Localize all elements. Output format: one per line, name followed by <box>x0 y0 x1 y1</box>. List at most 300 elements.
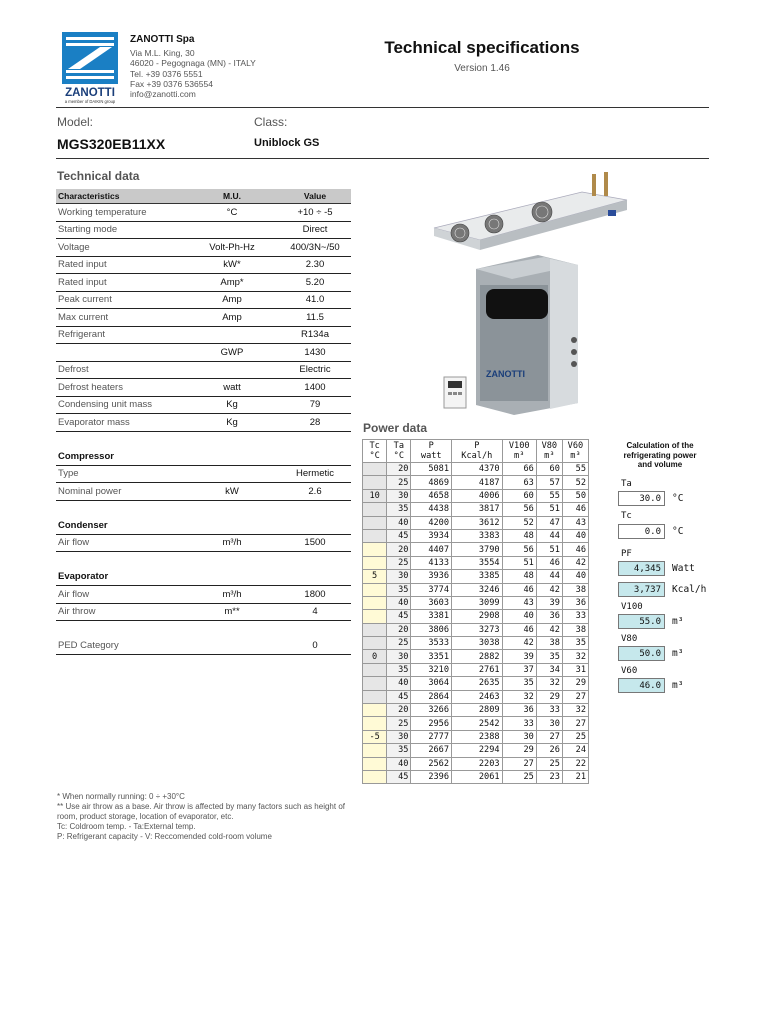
table-row <box>363 556 589 569</box>
ta-cell: 40 <box>387 757 411 770</box>
col-mu: M.U. <box>185 189 279 204</box>
characteristic-cell: Condensing unit mass <box>56 396 185 414</box>
ta-cell: 30 <box>387 650 411 663</box>
table-row <box>363 529 589 542</box>
v100-cell: 51 <box>502 556 536 569</box>
characteristic-cell: Starting mode <box>56 221 185 239</box>
p-watt-cell: 2956 <box>411 717 452 730</box>
col-value: Value <box>279 189 351 204</box>
power-data-title: Power data <box>363 421 428 435</box>
table-row <box>56 221 351 239</box>
p-kcal-cell: 2882 <box>452 650 503 663</box>
unit-cell: Kg <box>185 396 279 414</box>
v100-cell: 42 <box>502 637 536 650</box>
pf-kcal-unit: Kcal/h <box>672 584 707 595</box>
ta-cell: 40 <box>387 596 411 609</box>
unit-cell: Kg <box>185 414 279 432</box>
tc-cell <box>363 476 387 489</box>
ta-cell: 30 <box>387 489 411 502</box>
v80-cell: 51 <box>536 503 562 516</box>
characteristic-cell: Air flow <box>56 534 185 552</box>
email-line: info@zanotti.com <box>130 89 196 100</box>
v60-cell: 38 <box>562 583 588 596</box>
v100-cell: 52 <box>502 516 536 529</box>
col-v-unit: m³ <box>570 451 581 461</box>
value-cell <box>279 569 351 586</box>
class-value: Uniblock GS <box>254 137 320 149</box>
value-cell: +10 ÷ -5 <box>279 204 351 222</box>
col-ta <box>387 440 411 463</box>
v100-cell: 29 <box>502 744 536 757</box>
v100-cell: 56 <box>502 503 536 516</box>
v80-cell: 55 <box>536 489 562 502</box>
col-p-label: P <box>428 441 434 451</box>
p-watt-cell: 3603 <box>411 596 452 609</box>
footnote: ** Use air throw as a base. Air throw is affected by many factors such as height of room, product storage, location of evaporator, etc. <box>57 802 345 821</box>
v60-value: 46.0 <box>618 678 665 693</box>
v80-label: V80 <box>621 634 638 644</box>
col-tc-label: Tc <box>369 441 380 451</box>
v100-cell: 43 <box>502 596 536 609</box>
unit-cell <box>185 517 279 534</box>
v100-value: 55.0 <box>618 614 665 629</box>
characteristic-cell: Rated input <box>56 274 185 292</box>
v100-cell: 37 <box>502 663 536 676</box>
p-watt-cell: 3381 <box>411 610 452 623</box>
table-row <box>363 690 589 703</box>
footnotes <box>57 792 357 842</box>
table-row <box>363 770 589 783</box>
table-row <box>363 476 589 489</box>
value-cell <box>279 517 351 534</box>
v80-cell: 33 <box>536 704 562 717</box>
col-p-label: P <box>474 441 480 451</box>
p-kcal-cell: 4006 <box>452 489 503 502</box>
table-row <box>363 583 589 596</box>
spacer-row <box>56 621 351 638</box>
p-kcal-cell: 2908 <box>452 610 503 623</box>
ta-cell: 35 <box>387 744 411 757</box>
value-cell: Direct <box>279 221 351 239</box>
document-version: Version 1.46 <box>454 63 510 74</box>
v80-cell: 60 <box>536 463 562 476</box>
unit-cell: Amp* <box>185 274 279 292</box>
v60-cell: 33 <box>562 610 588 623</box>
p-kcal-cell: 3790 <box>452 543 503 556</box>
ta-cell: 45 <box>387 610 411 623</box>
document-title: Technical specifications <box>384 38 580 57</box>
ta-cell: 20 <box>387 463 411 476</box>
pf-watt-value: 4,345 <box>618 561 665 576</box>
col-v60 <box>562 440 588 463</box>
unit-cell <box>185 638 279 655</box>
table-row <box>56 291 351 309</box>
characteristic-cell: Air flow <box>56 586 185 604</box>
table-row <box>363 757 589 770</box>
table-row <box>363 744 589 757</box>
v100-cell: 63 <box>502 476 536 489</box>
ta-cell: 25 <box>387 556 411 569</box>
model-value: MGS320EB11XX <box>57 136 166 152</box>
tc-cell: 0 <box>363 650 387 663</box>
v80-cell: 34 <box>536 663 562 676</box>
p-watt-cell: 4658 <box>411 489 452 502</box>
p-watt-cell: 2562 <box>411 757 452 770</box>
spacer-cell <box>56 431 185 448</box>
p-watt-cell: 4407 <box>411 543 452 556</box>
ta-cell: 35 <box>387 503 411 516</box>
pf-kcal-value: 3,737 <box>618 582 665 597</box>
characteristic-cell: Rated input <box>56 256 185 274</box>
p-kcal-cell: 3038 <box>452 637 503 650</box>
section-header-row <box>56 517 351 534</box>
p-kcal-cell: 3246 <box>452 583 503 596</box>
col-p-watt <box>411 440 452 463</box>
p-watt-cell: 3774 <box>411 583 452 596</box>
logo-tagline: a member of DAIKIN group <box>64 99 116 104</box>
controller-image <box>443 376 467 409</box>
p-kcal-cell: 3817 <box>452 503 503 516</box>
logo-text: ZANOTTI <box>65 87 115 99</box>
v80-cell: 38 <box>536 637 562 650</box>
model-label: Model: <box>57 115 94 129</box>
unit-cell: m³/h <box>185 534 279 552</box>
spacer-cell <box>185 621 279 638</box>
value-cell: 2.30 <box>279 256 351 274</box>
p-kcal-cell: 2294 <box>452 744 503 757</box>
ta-cell: 20 <box>387 623 411 636</box>
ta-cell: 45 <box>387 529 411 542</box>
table-row <box>56 239 351 257</box>
p-kcal-cell: 2463 <box>452 690 503 703</box>
spacer-cell <box>279 621 351 638</box>
v60-cell: 27 <box>562 690 588 703</box>
value-cell <box>279 448 351 465</box>
table-row <box>56 396 351 414</box>
v60-cell: 46 <box>562 503 588 516</box>
v60-cell: 55 <box>562 463 588 476</box>
table-row <box>363 516 589 529</box>
v100-cell: 27 <box>502 757 536 770</box>
characteristic-cell: Type <box>56 465 185 483</box>
tc-cell <box>363 610 387 623</box>
table-row <box>363 543 589 556</box>
v80-cell: 57 <box>536 476 562 489</box>
footnote: Tc: Coldroom temp. - Ta:External temp. <box>57 822 196 831</box>
table-row <box>56 638 351 655</box>
table-row <box>363 730 589 743</box>
table-header-row <box>56 189 351 204</box>
spacer-row <box>56 552 351 569</box>
v100-cell: 39 <box>502 650 536 663</box>
p-watt-cell: 4438 <box>411 503 452 516</box>
spacer-cell <box>56 552 185 569</box>
v60-cell: 42 <box>562 556 588 569</box>
unit-cell <box>185 448 279 465</box>
evaporator-image <box>432 170 632 250</box>
characteristic-cell: Nominal power <box>56 483 185 501</box>
table-row <box>56 483 351 501</box>
ta-cell: 25 <box>387 637 411 650</box>
p-watt-cell: 3533 <box>411 637 452 650</box>
table-row <box>56 344 351 362</box>
calculator-title <box>612 441 708 470</box>
v60-label: V60 <box>621 666 638 676</box>
tc-cell <box>363 637 387 650</box>
col-v-unit: m³ <box>514 451 525 461</box>
ta-cell: 30 <box>387 570 411 583</box>
v80-cell: 42 <box>536 623 562 636</box>
phone-line: Tel. +39 0376 5551 <box>130 68 203 79</box>
calculator-title-line: and volume <box>637 460 683 469</box>
table-row <box>56 326 351 344</box>
ta-label: Ta <box>621 479 632 489</box>
p-watt-cell: 3210 <box>411 663 452 676</box>
table-row <box>56 603 351 621</box>
v60-cell: 40 <box>562 529 588 542</box>
ta-cell: 45 <box>387 690 411 703</box>
v80-cell: 39 <box>536 596 562 609</box>
table-row <box>363 570 589 583</box>
tc-input[interactable]: 0.0 <box>618 524 665 539</box>
p-watt-cell: 2777 <box>411 730 452 743</box>
p-kcal-cell: 2809 <box>452 704 503 717</box>
p-watt-cell: 3936 <box>411 570 452 583</box>
fax-line: Fax +39 0376 536554 <box>130 78 213 89</box>
characteristic-cell: Defrost <box>56 361 185 379</box>
ta-cell: 25 <box>387 717 411 730</box>
col-ta-label: Ta <box>393 441 405 451</box>
col-p-kcal <box>452 440 503 463</box>
calculator-title-line: Calculation of the <box>626 441 694 450</box>
characteristic-cell: Peak current <box>56 291 185 309</box>
p-kcal-cell: 2761 <box>452 663 503 676</box>
value-cell: 5.20 <box>279 274 351 292</box>
p-watt-cell: 3806 <box>411 623 452 636</box>
p-watt-cell: 4200 <box>411 516 452 529</box>
v100-cell: 36 <box>502 704 536 717</box>
col-v-label: V80 <box>541 441 558 451</box>
p-kcal-cell: 2388 <box>452 730 503 743</box>
table-row <box>56 309 351 327</box>
v80-cell: 27 <box>536 730 562 743</box>
table-row <box>56 414 351 432</box>
col-tc-unit: °C <box>369 451 380 461</box>
p-kcal-cell: 3273 <box>452 623 503 636</box>
col-v-label: V100 <box>508 441 530 451</box>
unit-cell: Amp <box>185 291 279 309</box>
tc-cell <box>363 757 387 770</box>
v100-cell: 60 <box>502 489 536 502</box>
table-row <box>56 204 351 222</box>
characteristic-cell: Evaporator mass <box>56 414 185 432</box>
characteristic-cell: Air throw <box>56 603 185 621</box>
v80-cell: 26 <box>536 744 562 757</box>
v100-cell: 48 <box>502 529 536 542</box>
unit-cell: m** <box>185 603 279 621</box>
v60-cell: 22 <box>562 757 588 770</box>
value-cell: Hermetic <box>279 465 351 483</box>
characteristic-cell: Evaporator <box>56 569 185 586</box>
v100-cell: 46 <box>502 583 536 596</box>
v60-cell: 50 <box>562 489 588 502</box>
ta-input[interactable]: 30.0 <box>618 491 665 506</box>
table-row <box>363 637 589 650</box>
characteristic-cell: Defrost heaters <box>56 379 185 397</box>
unit-cell: Amp <box>185 309 279 327</box>
value-cell: 28 <box>279 414 351 432</box>
v60-cell: 38 <box>562 623 588 636</box>
value-cell: 11.5 <box>279 309 351 327</box>
v60-cell: 32 <box>562 650 588 663</box>
unit-cell: Volt-Ph-Hz <box>185 239 279 257</box>
col-v-label: V60 <box>567 441 584 451</box>
table-row <box>363 650 589 663</box>
ta-cell: 25 <box>387 476 411 489</box>
tc-cell: -5 <box>363 730 387 743</box>
unit-cell: GWP <box>185 344 279 362</box>
tc-cell <box>363 583 387 596</box>
table-row <box>56 256 351 274</box>
characteristics-table <box>56 189 351 655</box>
table-row <box>363 717 589 730</box>
company-address <box>130 48 256 99</box>
v100-cell: 30 <box>502 730 536 743</box>
tc-unit: °C <box>672 526 684 537</box>
table-row <box>56 379 351 397</box>
v80-value: 50.0 <box>618 646 665 661</box>
p-kcal-cell: 2061 <box>452 770 503 783</box>
v60-cell: 31 <box>562 663 588 676</box>
v80-unit: m³ <box>672 648 684 659</box>
address-line: Via M.L. King, 30 <box>130 48 195 58</box>
characteristic-cell <box>56 344 185 362</box>
value-cell: Electric <box>279 361 351 379</box>
value-cell: 1800 <box>279 586 351 604</box>
col-p-unit: watt <box>420 451 442 461</box>
tc-cell <box>363 596 387 609</box>
v100-unit: m³ <box>672 616 684 627</box>
p-kcal-cell: 4370 <box>452 463 503 476</box>
v80-cell: 25 <box>536 757 562 770</box>
p-kcal-cell: 3385 <box>452 570 503 583</box>
spacer-cell <box>185 552 279 569</box>
section-header-row <box>56 569 351 586</box>
v80-cell: 29 <box>536 690 562 703</box>
v60-cell: 32 <box>562 704 588 717</box>
v80-cell: 44 <box>536 570 562 583</box>
ta-cell: 35 <box>387 583 411 596</box>
footnote: * When normally running: 0 ÷ +30°C <box>57 792 185 801</box>
unit-cell <box>185 569 279 586</box>
characteristic-cell: PED Category <box>56 638 185 655</box>
zanotti-logo <box>56 32 124 104</box>
svg-text:ZANOTTI: ZANOTTI <box>486 369 525 379</box>
table-row <box>363 610 589 623</box>
spacer-cell <box>185 500 279 517</box>
tc-cell <box>363 529 387 542</box>
v80-cell: 44 <box>536 529 562 542</box>
unit-cell: °C <box>185 204 279 222</box>
class-label: Class: <box>254 115 288 129</box>
section-header-row <box>56 448 351 465</box>
spacer-cell <box>279 500 351 517</box>
unit-cell: watt <box>185 379 279 397</box>
table-row <box>363 463 589 476</box>
v100-cell: 66 <box>502 463 536 476</box>
model-divider <box>56 158 709 159</box>
unit-cell: kW <box>185 483 279 501</box>
p-kcal-cell: 3383 <box>452 529 503 542</box>
spacer-row <box>56 431 351 448</box>
calculator-title-line: refrigerating power <box>623 450 697 460</box>
p-watt-cell: 2667 <box>411 744 452 757</box>
characteristic-cell: Voltage <box>56 239 185 257</box>
spacer-cell <box>279 431 351 448</box>
p-watt-cell: 3064 <box>411 677 452 690</box>
tc-cell <box>363 556 387 569</box>
footnote: P: Refrigerant capacity - V: Reccomended cold-room volume <box>57 832 272 841</box>
v80-cell: 51 <box>536 543 562 556</box>
tc-cell <box>363 744 387 757</box>
col-p-unit: Kcal/h <box>461 451 493 461</box>
spacer-cell <box>56 500 185 517</box>
col-ta-unit: °C <box>393 451 405 461</box>
v60-cell: 46 <box>562 543 588 556</box>
ta-cell: 45 <box>387 770 411 783</box>
table-row <box>56 534 351 552</box>
table-row <box>363 677 589 690</box>
p-watt-cell: 2864 <box>411 690 452 703</box>
spacer-row <box>56 500 351 517</box>
v80-cell: 36 <box>536 610 562 623</box>
p-watt-cell: 3351 <box>411 650 452 663</box>
tc-cell <box>363 690 387 703</box>
unit-cell: m³/h <box>185 586 279 604</box>
value-cell: 1430 <box>279 344 351 362</box>
unit-cell <box>185 221 279 239</box>
ta-cell: 20 <box>387 704 411 717</box>
v60-cell: 21 <box>562 770 588 783</box>
table-row <box>56 586 351 604</box>
unit-cell: kW* <box>185 256 279 274</box>
value-cell: R134a <box>279 326 351 344</box>
address-line: 46020 - Pegognaga (MN) - ITALY <box>130 58 256 69</box>
v80-cell: 35 <box>536 650 562 663</box>
col-characteristics: Characteristics <box>56 189 185 204</box>
table-row <box>56 274 351 292</box>
tc-cell <box>363 770 387 783</box>
tc-cell <box>363 677 387 690</box>
table-row <box>363 623 589 636</box>
value-cell: 0 <box>279 638 351 655</box>
col-v-unit: m³ <box>544 451 555 461</box>
characteristic-cell: Refrigerant <box>56 326 185 344</box>
ta-cell: 40 <box>387 677 411 690</box>
table-row <box>363 489 589 502</box>
v60-cell: 52 <box>562 476 588 489</box>
v80-cell: 42 <box>536 583 562 596</box>
value-cell: 79 <box>279 396 351 414</box>
col-v80 <box>536 440 562 463</box>
v100-cell: 25 <box>502 770 536 783</box>
v60-unit: m³ <box>672 680 684 691</box>
tc-cell <box>363 717 387 730</box>
v100-cell: 32 <box>502 690 536 703</box>
p-kcal-cell: 3612 <box>452 516 503 529</box>
pf-watt-unit: Watt <box>672 563 695 574</box>
ta-cell: 35 <box>387 663 411 676</box>
